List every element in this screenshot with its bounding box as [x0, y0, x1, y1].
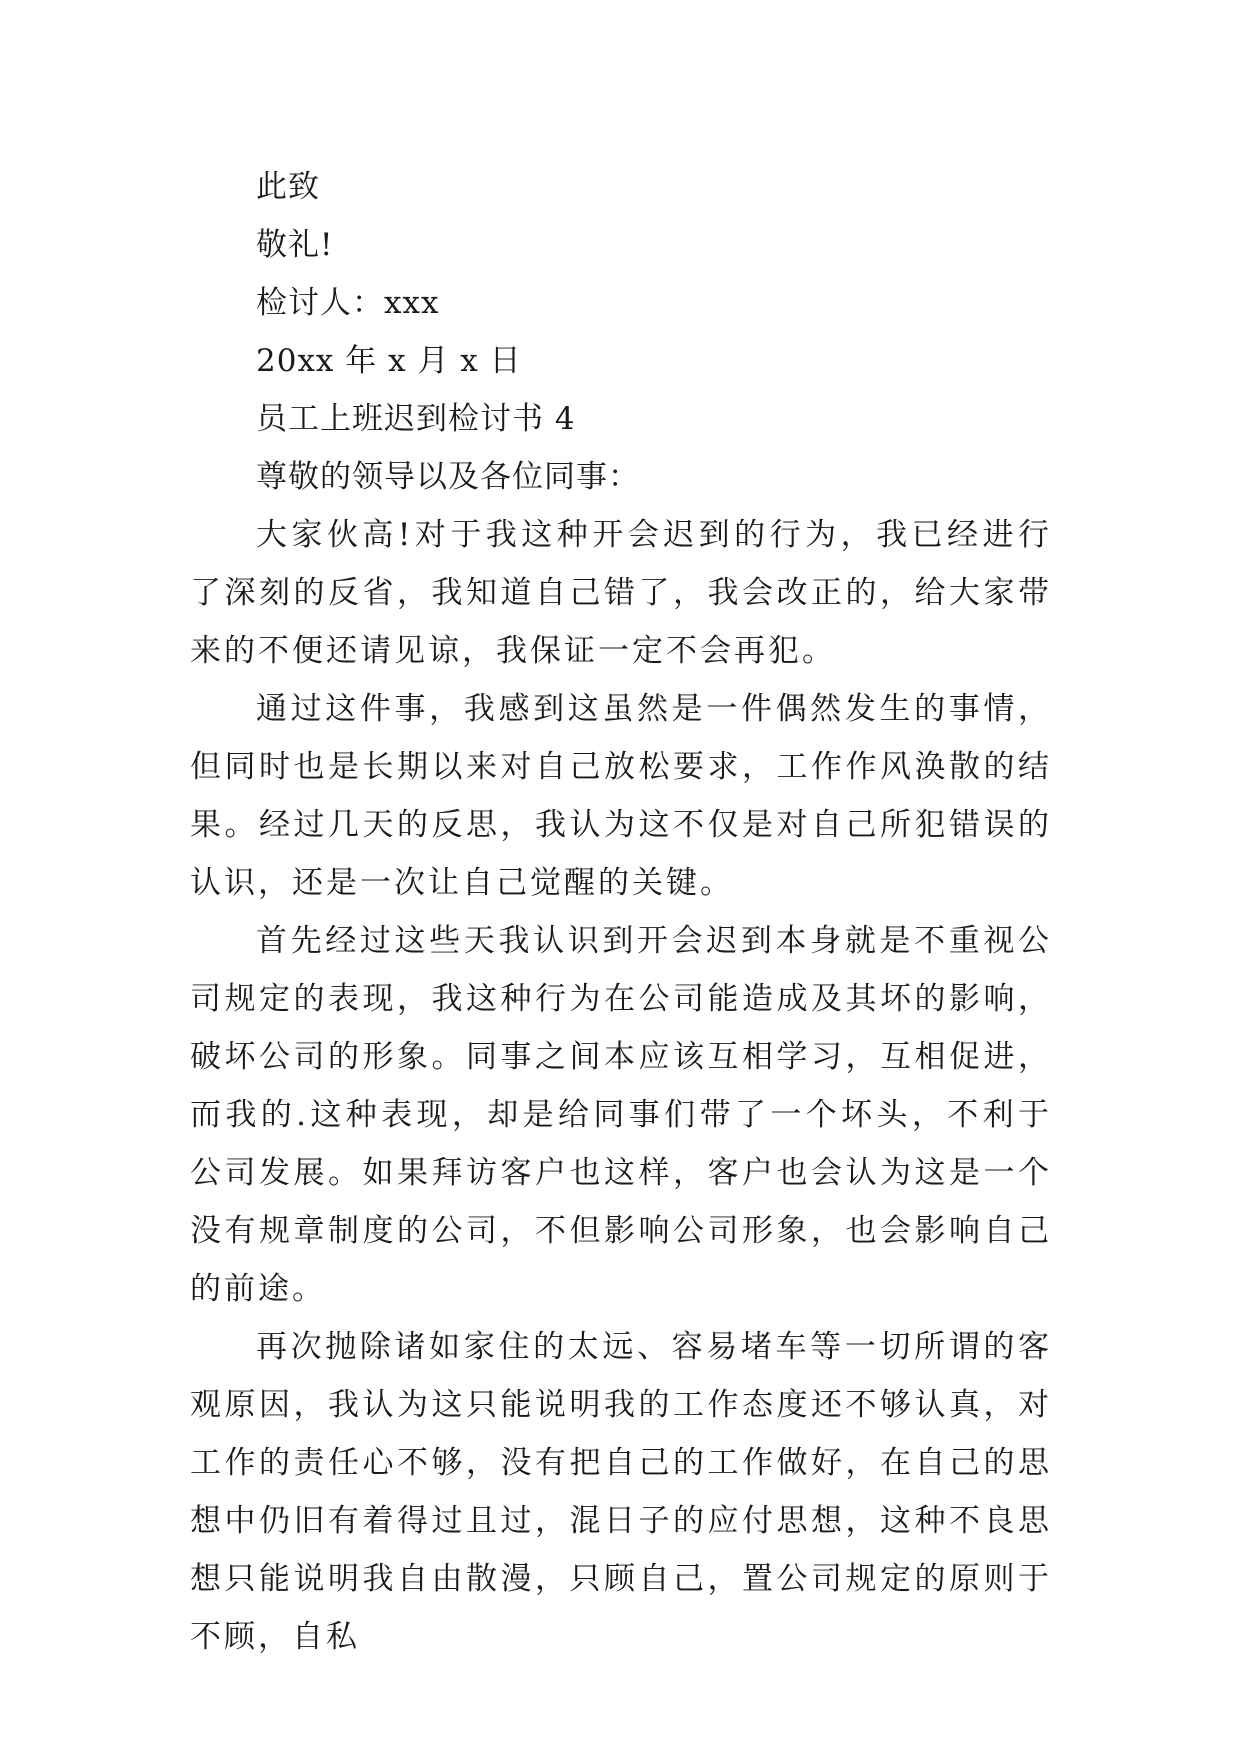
paragraph: 大家伙高!对于我这种开会迟到的行为，我已经进行了深刻的反省，我知道自己错了，我会改正的，给大家带来的不便还请见谅，我保证一定不会再犯。: [190, 517, 1052, 669]
closing-salutation: 此致: [256, 169, 320, 205]
letter-greeting: 尊敬的领导以及各位同事：: [256, 459, 640, 495]
paragraph: 通过这件事，我感到这虽然是一件偶然发生的事情，但同时也是长期以来对自己放松要求，工作作风涣散的结果。经过几天的反思，我认为这不仅是对自己所犯错误的认识，还是一次让自己觉醒的关键。: [190, 691, 1052, 901]
paragraph: 首先经过这些天我认识到开会迟到本身就是不重视公司规定的表现，我这种行为在公司能造成及其坏的影响，破坏公司的形象。同事之间本应该互相学习，互相促进，而我的.这种表现，却是给同事们带了一个坏头，不利于公司发展。如果拜访客户也这样，客户也会认为这是一个没有规章制度的公司，不但影响公司形象，也会影响自己的前途。: [190, 923, 1052, 1307]
date-line: 20xx 年 x 月 x 日: [256, 343, 522, 379]
closing-respect: 敬礼!: [256, 227, 334, 263]
letter-title: 员工上班迟到检讨书 4: [256, 401, 576, 437]
document-body: [190, 158, 1052, 1666]
paragraph: 再次抛除诸如家住的太远、容易堵车等一切所谓的客观原因，我认为这只能说明我的工作态度还不够认真，对工作的责任心不够，没有把自己的工作做好，在自己的思想中仍旧有着得过且过，混日子的应付思想，这种不良思想只能说明我自由散漫，只顾自己，置公司规定的原则于不顾，自私: [190, 1329, 1052, 1655]
signer-line: 检讨人：xxx: [256, 285, 440, 321]
